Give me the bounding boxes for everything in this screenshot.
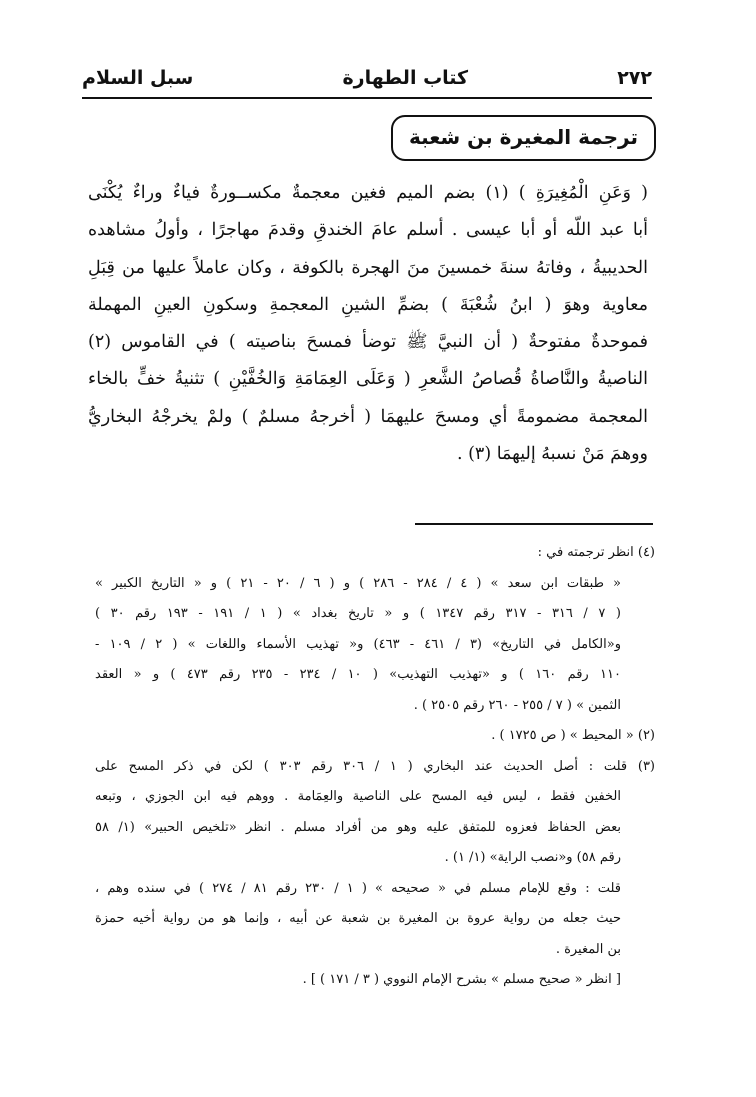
text-line: الحديبيةُ ، وفاتهُ سنةَ خمسينَ منَ الهجرة بالكوفة ، وكان عاملاً عليها من قِبَلِ [88, 257, 648, 278]
footnote-divider [415, 523, 653, 525]
footnote-3-line: حيث جعله من رواية عروة بن المغيرة بن شعبة عن أبيه ، وإنما هو من رواية أخيه حمزة [95, 911, 621, 926]
text-line: أبا عبد اللّه أو أبا عيسى . أسلم عامَ الخندقِ وقدمَ مهاجرًا ، وأولُ مشاهده [88, 220, 648, 241]
book-title: سبل السلام [82, 67, 194, 89]
footnote-3-line: [ انظر « صحيح مسلم » بشرح الإمام النووي ( ٣ / ١٧١ ) ] . [302, 972, 621, 987]
text-line: فموحدةٌ مفتوحةٌ ( أن النبيَّ ﷺ توضأ فمسحَ بناصيته ) في القاموس (٢) [88, 332, 648, 353]
footnote-3-line: بعض الحفاظ فعزوه للمتفق عليه وهو من أفراد مسلم . انظر «تلخيص الحبير» (١/ ٥٨ [95, 819, 621, 835]
footnotes [95, 538, 655, 996]
footnote-line: « طبقات ابن سعد » ( ٤ / ٢٨٤ - ٢٨٦ ) و ( ٦ / ٢٠ - ٢١ ) و « التاريخ الكبير » [95, 575, 621, 591]
footnote-line: الثمين » ( ٧ / ٢٥٥ - ٢٦٠ رقم ٢٥٠٥ ) . [413, 697, 621, 713]
page-number: ٢٧٢ [617, 67, 652, 89]
footnote-3-line: (٣) قلت : أصل الحديث عند البخاري ( ١ / ٣٠٦ رقم ٣٠٣ ) لكن في ذكر المسح على [95, 758, 655, 774]
section-title: ترجمة المغيرة بن شعبة [391, 115, 656, 161]
footnote-3-line: الخفين فقط ، ليس فيه المسح على الناصية والعِمَامة . ووهم فيه ابن الجوزي ، وتبعه [95, 789, 621, 804]
footnote-2: (٢) « المحيط » ( ص ١٧٢٥ ) . [491, 728, 655, 743]
text-line: المعجمة مضمومةً أي ومسحَ عليهمَا ( أخرجهُ مسلمٌ ) ولمْ يخرجْهُ البخاريُّ [88, 406, 648, 427]
footnote-3-line: بن المغيرة . [555, 941, 621, 957]
footnote-4-heading: (٤) انظر ترجمته في : [537, 545, 655, 560]
footnote-line: ١١٠ رقم ١٦٠ ) و «تهذيب التهذيب» ( ١٠ / ٢٣٤ - ٢٣٥ رقم ٤٧٣ ) و « العقد [95, 667, 621, 682]
chapter-title: كتاب الطهارة [342, 67, 469, 89]
footnote-3-line: رقم ٥٨) و«نصب الراية» (١/ ١) . [444, 850, 621, 865]
text-line: ووهمَ مَنْ نسبهُ إليهمَا (٣) . [456, 444, 648, 465]
header-divider [82, 97, 652, 99]
text-line: ( وَعَنِ الْمُغِيرَةِ ) (١) بضم الميم فغين معجمةٌ مكســورةٌ فياءٌ وراءٌ يُكْنَى [88, 183, 648, 203]
footnote-line: و«الكامل في التاريخ» (٣ / ٤٦١ - ٤٦٣) و« تهذيب الأسماء واللغات » ( ٢ / ١٠٩ - [95, 636, 621, 652]
text-line: الناصيةُ والنَّاصاةُ قُصاصُ الشَّعرِ ( وَعَلَى العِمَامَةِ وَالخُفَّيْنِ ) تثنيةُ خفٍّ بالخاء [88, 369, 648, 390]
footnote-line: ( ٧ / ٣١٦ - ٣١٧ رقم ١٣٤٧ ) و « تاريخ بغداد » ( ١ / ١٩١ - ١٩٣ رقم ٣٠ ) [95, 606, 621, 621]
page-header [82, 58, 652, 98]
main-text [88, 175, 648, 473]
footnote-3-line: قلت : وقع للإمام مسلم في « صحيحه » ( ١ / ٢٣٠ رقم ٨١ / ٢٧٤ ) في سنده وهم ، [95, 880, 622, 896]
text-line: معاوية وهوَ ( ابنُ شُعْبَةَ ) بضمِّ الشينِ المعجمةِ وسكونِ العينِ المهملة [88, 294, 648, 315]
